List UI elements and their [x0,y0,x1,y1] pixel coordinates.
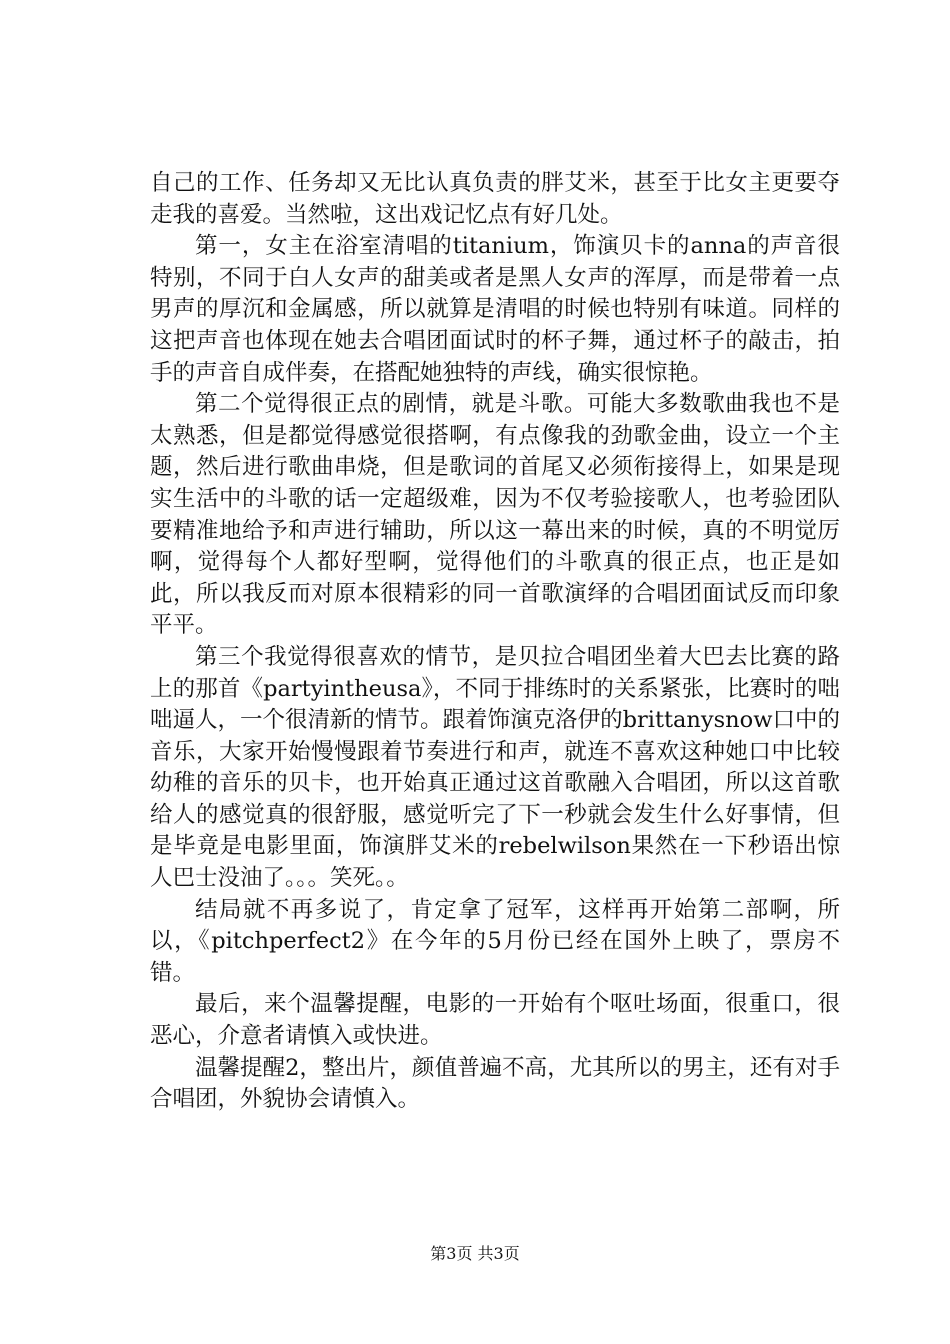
page-footer: 第3页 共3页 [430,1244,520,1263]
paragraph-7: 温馨提醒2，整出片，颜值普遍不高，尤其所以的男主，还有对手合唱团，外貌协会请慎入。 [150,1054,840,1113]
paragraph-4: 第三个我觉得很喜欢的情节，是贝拉合唱团坐着大巴去比赛的路上的那首《partyintheusa》，不同于排练时的关系紧张，比赛时的咄咄逼人，一个很清新的情节。跟着饰演克洛伊的brittanysnow口中的音乐，大家开始慢慢跟着节奏进行和声，就连不喜欢这种她口中比较幼稚的音乐的贝卡，也开始真正通过这首歌融入合唱团，所以这首歌给人的感觉真的很舒服，感觉听完了下一秒就会发生什么好事情，但是毕竟是电影里面，饰演胖艾米的rebelwilson果然在一下秒语出惊人巴士没油了。。。笑死。。 [150,643,840,892]
paragraph-5: 结局就不再多说了，肯定拿了冠军，这样再开始第二部啊，所以，《pitchperfect2》在今年的5月份已经在国外上映了，票房不错。 [150,896,840,986]
document-body [150,168,840,1116]
paragraph-6: 最后，来个温馨提醒，电影的一开始有个呕吐场面，很重口，很恶心，介意者请慎入或快进。 [150,991,840,1050]
paragraph-3: 第二个觉得很正点的剧情，就是斗歌。可能大多数歌曲我也不是太熟悉，但是都觉得感觉很搭啊，有点像我的劲歌金曲，设立一个主题，然后进行歌曲串烧，但是歌词的首尾又必须衔接得上，如果是现实生活中的斗歌的话一定超级难，因为不仅考验接歌人，也考验团队要精准地给予和声进行辅助，所以这一幕出来的时候，真的不明觉厉啊，觉得每个人都好型啊，觉得他们的斗歌真的很正点，也正是如此，所以我反而对原本很精彩的同一首歌演绎的合唱团面试反而印象平平。 [150,391,840,639]
paragraph-2: 第一，女主在浴室清唱的titanium，饰演贝卡的anna的声音很特别，不同于白人女声的甜美或者是黑人女声的浑厚，而是带着一点男声的厚沉和金属感，所以就算是清唱的时候也特别有味道。同样的这把声音也体现在她去合唱团面试时的杯子舞，通过杯子的敲击，拍手的声音自成伴奏，在搭配她独特的声线，确实很惊艳。 [150,233,840,386]
paragraph-1: 自己的工作、任务却又无比认真负责的胖艾米，甚至于比女主更要夺走我的喜爱。当然啦，这出戏记忆点有好几处。 [150,170,840,228]
